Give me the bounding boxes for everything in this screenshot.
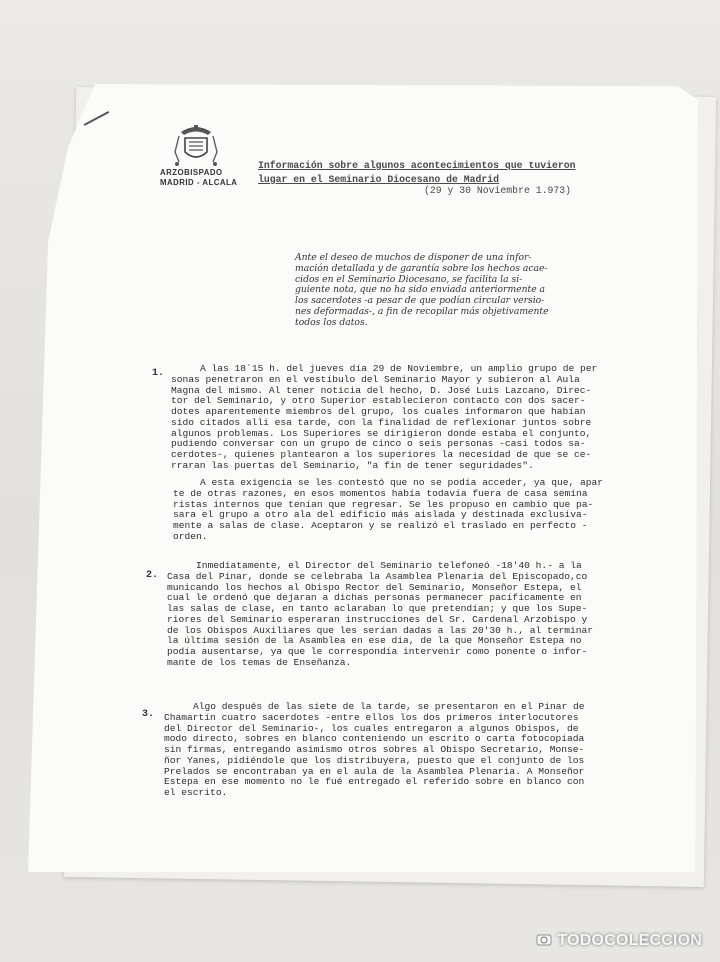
paragraph-line: pudiendo conversar con un grupo de cinco o seis personas -casi todos sa-: [171, 438, 586, 450]
paragraph-line: municando los hechos al Obispo Rector del Seminario, Monseñor Estepa, el: [167, 581, 582, 593]
paragraph-line: podía ausentarse, ya que le correspondía intervenir como ponente o infor-: [167, 646, 588, 657]
paragraph-line: Estepa en ese momento no le fué entregado el referido sobre en blanco con: [164, 776, 585, 788]
paragraph-line: la última sesión de la Asamblea en ese día, de la que Monseñor Estepa no: [167, 635, 582, 647]
paragraph-line: rraran las puertas del Seminario, "a fin de tener seguridades".: [171, 459, 534, 471]
paragraph-line: de los Obispos Auxiliares que les serían dadas a las 20'30 h., al terminar: [167, 624, 594, 636]
watermark-logo-icon: [536, 934, 552, 946]
intro-paragraph: [295, 253, 679, 329]
intro-line: nes deformadas-, a fin de recopilar más objetivamente: [295, 305, 549, 317]
section-1-continuation: [173, 477, 604, 543]
paragraph-line: Algo después de las siete de la tarde, se presentaron en el Pinar de: [193, 701, 585, 712]
paragraph-line: mante de los temas de Enseñanza.: [167, 656, 352, 668]
intro-line: los sacerdotes -a pesar de que podían circular versio-: [295, 295, 545, 307]
document-title: [258, 159, 575, 187]
section-number: 3.: [142, 709, 155, 720]
paragraph-line: algunos problemas. Los Superiores se dirigieron donde estaba el conjunto,: [171, 427, 592, 439]
paragraph-line: el escrito.: [164, 787, 228, 798]
paragraph-line: cual le ordenó que dejaran a dichas personas permanecer pacíficamente en: [167, 592, 582, 604]
paragraph-line: Casa del Pinar, donde se celebraba la Asamblea Plenaria del Episcopado,co: [167, 570, 588, 582]
paragraph-line: las salas de clase, en tanto aclaraban lo que pretendían; y que los Supe-: [167, 603, 588, 614]
paragraph-line: A esta exigencia se les contestó que no se podía acceder, ya que, apar: [200, 477, 604, 488]
intro-line: todos los datos.: [295, 316, 368, 328]
archdiocese-name: ARZOBISPADO: [160, 168, 223, 177]
intro-line: mación detallada y de garantía sobre los hechos acae-: [295, 262, 548, 274]
paragraph-line: cerdotes-, quienes plantearon a los superiores la necesidad de que se ce-: [171, 449, 592, 460]
paragraph-line: mente a salas de clase. Aceptaron y se realizó el traslado en perfecto -: [173, 520, 588, 531]
intro-line: cidos en el Seminario Diocesano, se facilita la si-: [295, 273, 523, 285]
paragraph-line: sara el grupo a otro ala del edificio más aislada y destinada exclusiva-: [173, 509, 588, 521]
archdiocese-label: [160, 168, 237, 188]
paragraph-line: sonas penetraron en el vestíbulo del Seminario Mayor y subieron al Aula: [171, 373, 580, 385]
paragraph-line: Magna del mismo. Al tener noticia del hecho, D. José Luis Lazcano, Direc-: [171, 384, 592, 396]
section-3-paragraph: [164, 701, 585, 799]
paragraph-line: ristas internos que tenían que regresar. Se les propuso en cambio que pa-: [173, 498, 594, 510]
intro-line: Ante el deseo de muchos de disponer de una infor-: [295, 252, 532, 263]
title-line: Información sobre algunos acontecimientos que tuvieron: [258, 160, 576, 171]
archdiocese-crest-icon: [171, 122, 221, 168]
paragraph-line: modo directo, sobres en blanco conteniendo un escrito o carta fotocopiada: [164, 733, 585, 745]
paragraph-line: dotes aparentemente miembros del grupo, los cuales informaron que habían: [171, 406, 586, 417]
archdiocese-location: MADRID - ALCALA: [160, 178, 238, 187]
section-number: 2.: [146, 570, 159, 581]
section-number: 1.: [152, 368, 165, 379]
paragraph-line: orden.: [173, 530, 208, 542]
title-line: lugar en el Seminario Diocesano de Madrid: [258, 174, 500, 185]
paragraph-line: riores del Seminario esperaran instrucciones del Sr. Cardenal Arzobispo y: [167, 613, 588, 625]
paragraph-line: A las 18´15 h. del jueves día 29 de Noviembre, un amplio grupo de per: [200, 363, 598, 374]
section-1-paragraph: [171, 363, 598, 472]
paragraph-line: tor del Seminario, y otro Superior establecieron contacto con dos sacer-: [171, 395, 586, 407]
paragraph-line: Prelados se encontraban ya en el aula de la Asamblea Plenaria. A Monseñor: [164, 765, 585, 777]
paragraph-line: sin firmas, entregando asimismo otros sobres al Obispo Secretario, Monse-: [164, 744, 585, 755]
paragraph-line: ñor Yanes, pidiéndole que los distribuyera, puesto que el conjunto de los: [164, 754, 585, 766]
paragraph-line: Chamartín cuatro sacerdotes -entre ellos los dos primeros interlocutores: [164, 711, 579, 723]
document-date: (29 y 30 Noviembre 1.973): [424, 185, 571, 196]
paragraph-line: del Director del Seminario-, los cuales entregaron a algunos Obispos, de: [164, 722, 579, 734]
intro-line: guiente nota, que no ha sido enviada anteriormente a: [295, 284, 546, 296]
section-2-paragraph: [167, 560, 594, 669]
paragraph-line: sido citados allí esa tarde, con la finalidad de reflexionar juntos sobre: [171, 416, 592, 428]
paragraph-line: Inmediatamente, el Director del Seminario telefoneó -18'40 h.- a la: [196, 560, 582, 571]
watermark: [536, 932, 702, 950]
paragraph-line: te de otras razones, en esos momentos había todavía fuera de casa semina: [173, 487, 588, 499]
watermark-text: TODOCOLECCION: [557, 932, 702, 949]
